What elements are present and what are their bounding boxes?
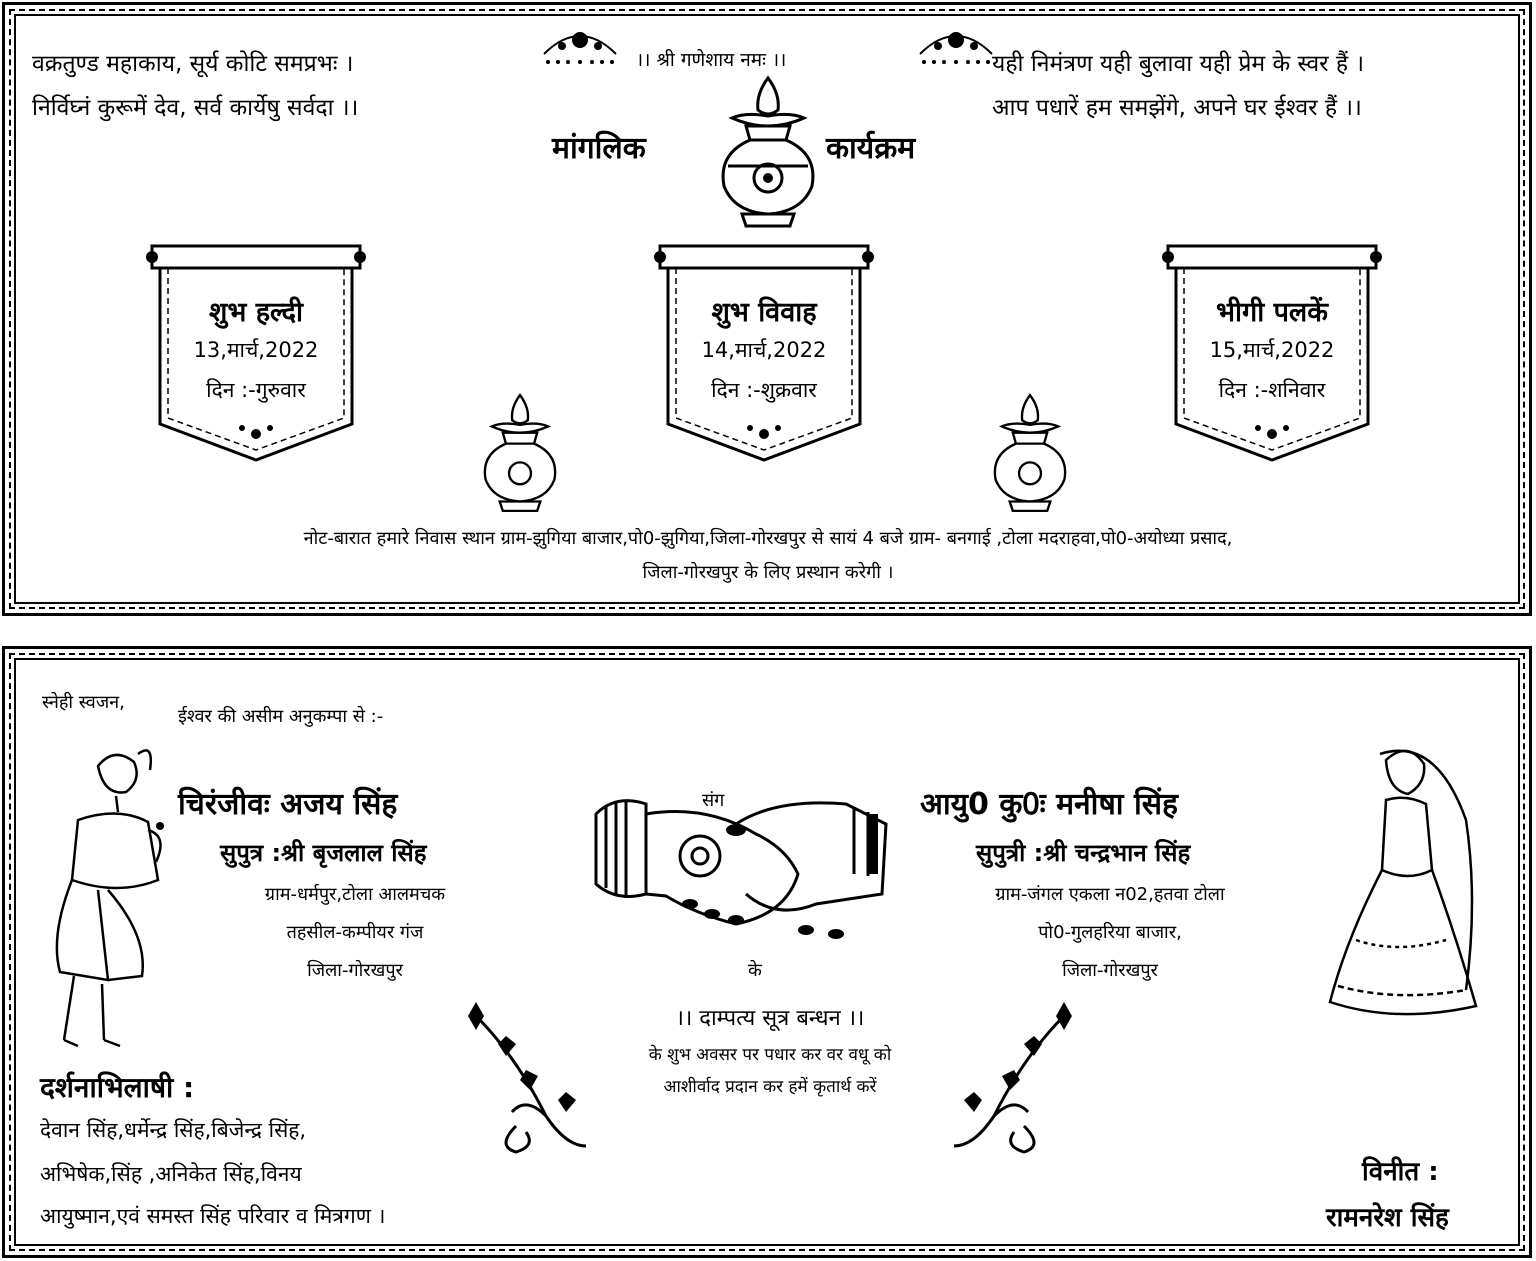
event-day: दिन :-गुरुवार <box>206 378 306 402</box>
darshan-heading: दर्शनाभिलाषी : <box>40 1071 195 1104</box>
event-banner-vivah <box>640 238 888 468</box>
event-day: दिन :-शुक्रवार <box>711 378 817 402</box>
shloka-line-2: निर्विघ्नं कुरूमें देव, सर्व कार्येषु सर्वदा ।। <box>32 95 359 121</box>
bride-address-line: जिला-गोरखपुर <box>1062 960 1158 981</box>
groom-address-line: तहसील-कम्पीयर गंज <box>286 922 424 943</box>
paisley-icon <box>540 24 620 68</box>
kalash-icon <box>984 392 1076 514</box>
groom-address-line: ग्राम-धर्मपुर,टोला आलमचक <box>264 884 446 905</box>
kalash-icon <box>712 74 824 230</box>
event-banner-bhigi-palken <box>1148 238 1396 468</box>
kalash-icon <box>474 392 566 514</box>
event-title: शुभ हल्दी <box>208 297 304 328</box>
event-date: 15,मार्च,2022 <box>1209 338 1335 362</box>
bride-address-line: ग्राम-जंगल एकला न02,हतवा टोला <box>995 884 1225 905</box>
groom-name: चिरंजीवः अजय सिंह <box>178 787 398 822</box>
event-banner-haldi <box>132 238 380 468</box>
inner-border <box>14 658 1520 1246</box>
paisley-icon <box>916 24 996 68</box>
handshake-icon <box>586 784 896 948</box>
darshan-names-line: आयुष्मान,एवं समस्त सिंह परिवार व मित्रगण । <box>40 1204 386 1228</box>
event-title: शुभ विवाह <box>711 297 817 328</box>
intro: ईश्वर की असीम अनुकम्पा से :- <box>178 706 384 727</box>
note-line-2: जिला-गोरखपुर के लिए प्रस्थान करेगी । <box>642 562 894 583</box>
groom-figure-icon <box>38 740 188 1056</box>
couplet-line-2: आप पधारें हम समझेंगे, अपने घर ईश्वर हैं ।। <box>992 95 1362 121</box>
event-day: दिन :-शनिवार <box>1218 378 1326 402</box>
bride-address-line: पो0-गुलहरिया बाजार, <box>1038 922 1182 943</box>
greeting: स्नेही स्वजन, <box>42 692 125 713</box>
invocation: ।। श्री गणेशाय नमः ।। <box>636 49 787 71</box>
darshan-names-line: अभिषेक,सिंह ,अनिकेत सिंह,विनय <box>40 1162 302 1186</box>
note-line-1: नोट-बारात हमारे निवास स्थान ग्राम-झुगिया बाजार,पो0-झुगिया,जिला-गोरखपुर से सायं 4 बजे ग्राम- बनगाई ,टोला मदराहवा,पो0-अयोध्या प्रसाद, <box>303 528 1233 549</box>
groom-address-line: जिला-गोरखपुर <box>307 960 403 981</box>
heading-karyakram: कार्यक्रम <box>826 131 916 166</box>
event-date: 14,मार्च,2022 <box>701 338 827 362</box>
bride-figure-icon <box>1316 740 1486 1040</box>
groom-parent: सुपुत्र :श्री बृजलाल सिंह <box>220 839 427 867</box>
shloka-line-1: वक्रतुण्ड महाकाय, सूर्य कोटि समप्रभः । <box>32 51 354 77</box>
couplet-line-1: यही निमंत्रण यही बुलावा यही प्रेम के स्वर हैं । <box>992 51 1365 77</box>
sender-name: रामनरेश सिंह <box>1326 1203 1449 1233</box>
darshan-names-line: देवान सिंह,धर्मेन्द्र सिंह,बिजेन्द्र सिंह, <box>40 1118 307 1142</box>
blessing-line-1: के शुभ अवसर पर पधार कर वर वधू को <box>648 1045 892 1065</box>
ke-label: के <box>748 960 762 981</box>
event-date: 13,मार्च,2022 <box>193 338 319 362</box>
bride-name: आयु0 कु0ः मनीषा सिंह <box>920 787 1178 822</box>
event-title: भीगी पलकें <box>1216 297 1328 328</box>
heading-mangalik: मांगलिक <box>552 131 646 166</box>
bride-parent: सुपुत्री :श्री चन्द्रभान सिंह <box>976 839 1191 867</box>
sang-label: संग <box>702 790 725 811</box>
bandhan-title: ।। दाम्पत्य सूत्र बन्धन ।। <box>675 1006 865 1031</box>
vineet-label: विनीत : <box>1362 1157 1439 1187</box>
blessing-line-2: आशीर्वाद प्रदान कर हमें कृतार्थ करें <box>663 1077 877 1097</box>
